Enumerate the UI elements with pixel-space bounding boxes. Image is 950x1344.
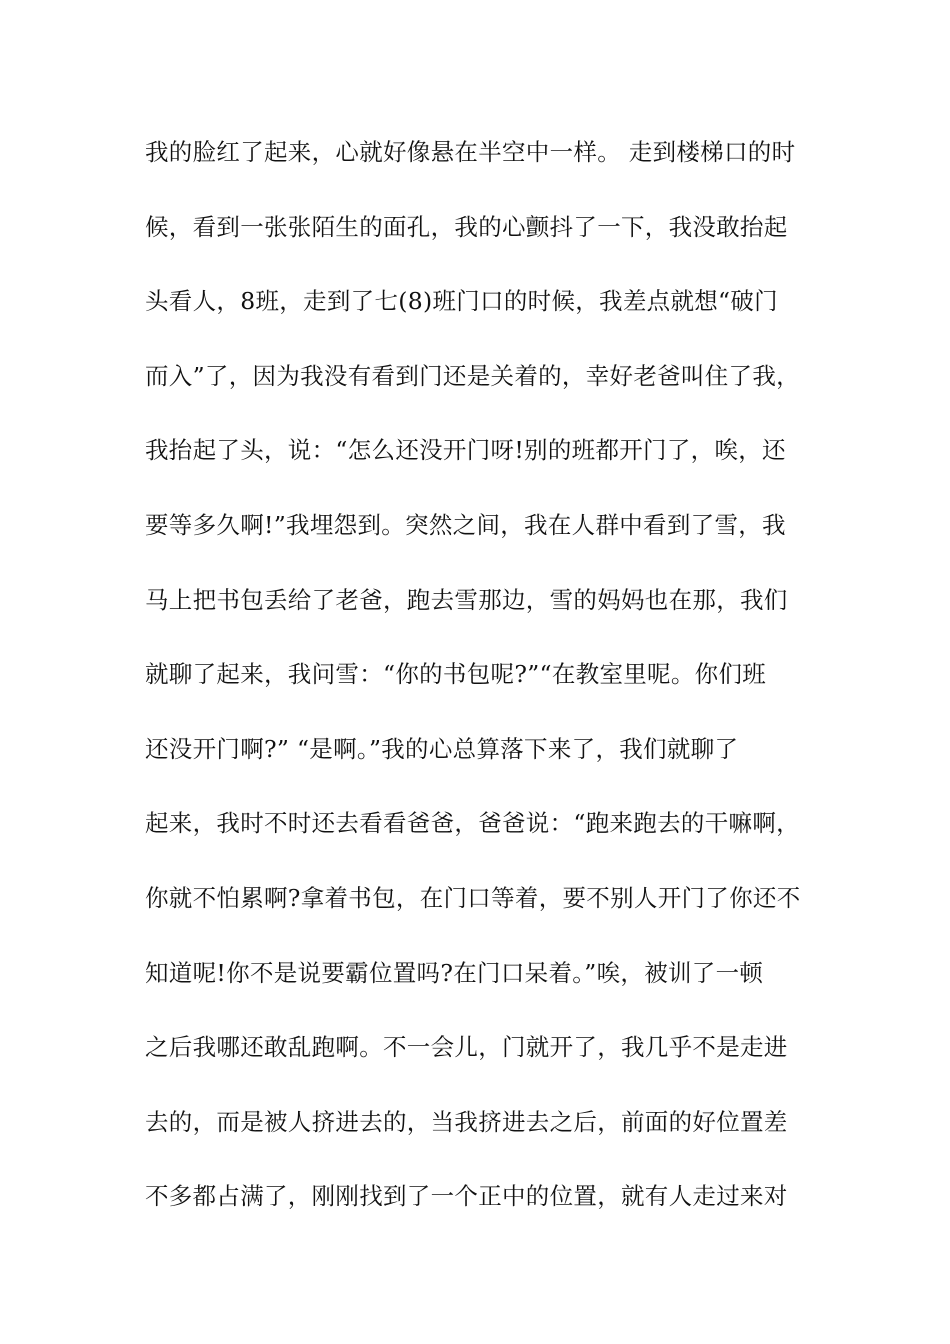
text-line: 我的脸红了起来，心就好像悬在半空中一样。 走到楼梯口的时: [145, 138, 796, 166]
text-line: 知道呢!你不是说要霸位置吗?在门口呆着。”唉，被训了一顿: [145, 958, 764, 987]
text-line: 不多都占满了，刚刚找到了一个正中的位置，就有人走过来对: [145, 1182, 788, 1211]
text-line: 就聊了起来，我问雪：“你的书包呢?”“在教室里呢。你们班: [145, 660, 767, 689]
text-line: 还没开门啊?” “是啊。”我的心总算落下来了，我们就聊了: [145, 734, 739, 763]
text-line: 你就不怕累啊?拿着书包，在门口等着，要不别人开门了你还不: [145, 883, 801, 912]
text-line: 我抬起了头，说：“怎么还没开门呀!别的班都开门了，唉，还: [145, 436, 786, 465]
text-line: 马上把书包丢给了老爸，跑去雪那边，雪的妈妈也在那，我们: [145, 585, 788, 614]
text-line: 候，看到一张张陌生的面孔，我的心颤抖了一下，我没敢抬起: [145, 212, 788, 241]
text-line: 起来，我时不时还去看看爸爸，爸爸说：“跑来跑去的干嘛啊，: [145, 809, 800, 838]
text-line: 去的，而是被人挤进去的，当我挤进去之后，前面的好位置差: [145, 1107, 788, 1136]
text-line: 之后我哪还敢乱跑啊。不一会儿，门就开了，我几乎不是走进: [145, 1033, 788, 1062]
text-line: 要等多久啊!”我埋怨到。突然之间，我在人群中看到了雪，我: [145, 510, 786, 539]
body-text: [145, 131, 825, 1250]
text-line: 头看人，8班，走到了七(8)班门口的时候，我差点就想“破门: [145, 287, 778, 316]
text-line: 而入”了，因为我没有看到门还是关着的，幸好老爸叫住了我，: [145, 361, 800, 390]
